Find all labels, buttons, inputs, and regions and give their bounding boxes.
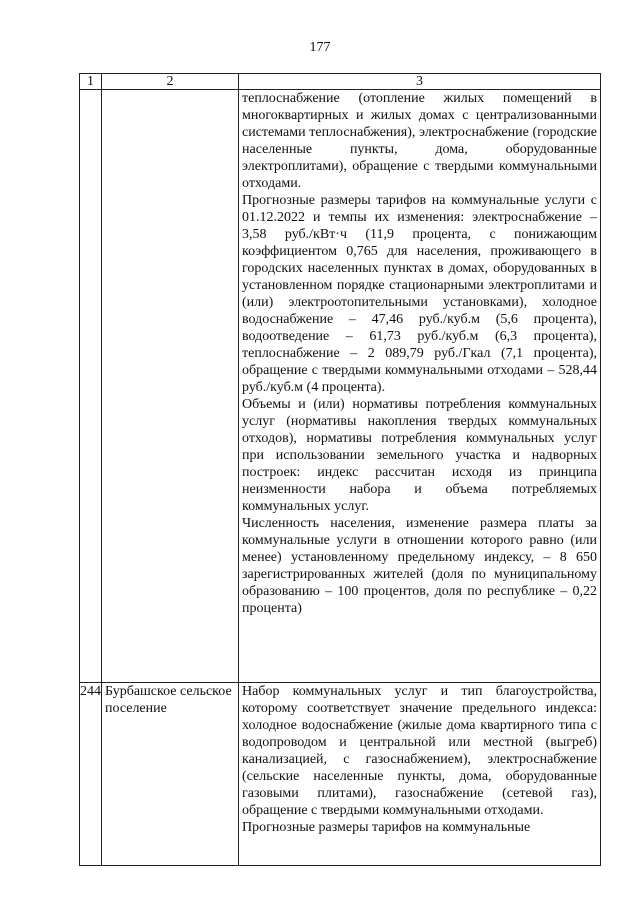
description-cell	[239, 683, 601, 866]
document-table	[79, 73, 601, 866]
description-paragraph: Прогнозные размеры тарифов на коммунальные услуги с 01.12.2022 и темпы их изменения: электроснабжение – 3,58 руб./кВт·ч (11,9 процента, с понижающим коэффициентом 0,765 для населения, проживающего в городских населенных пунктах в домах, оборудованных в установленном порядке стационарными электроплитами и (или) электроотопительными установками), холодное водоснабжение – 47,46 руб./куб.м (5,6 процента), водоотведение – 61,73 руб./куб.м (6,3 процента), теплоснабжение – 2 089,79 руб./Гкал (7,1 процента), обращение с твердыми коммунальными отходами – 528,44 руб./куб.м (4 процента).	[242, 193, 597, 395]
row-number-cell	[80, 90, 102, 683]
table-row	[80, 90, 601, 683]
page-number: 177	[309, 40, 331, 55]
description-paragraph: Объемы и (или) нормативы потребления коммунальных услуг (нормативы накопления твердых коммунальных отходов), нормативы потребления коммунальных услуг при использовании земельного участка и надворных построек: индекс рассчитан исходя из принципа неизменности набора и объема потребляемых коммунальных услуг.	[242, 397, 597, 514]
description-paragraph: Прогнозные размеры тарифов на коммунальные	[242, 820, 531, 835]
description-paragraph: теплоснабжение (отопление жилых помещений в многоквартирных и жилых домах с централизованными системами теплоснабжения), электроснабжение (городские населенные пункты, дома, оборудованные электроплитами), обращение с твердыми коммунальными отходами.	[242, 91, 597, 191]
row-number-cell: 244	[80, 683, 102, 866]
column-header-3: 3	[239, 74, 601, 90]
column-header-2: 2	[102, 74, 239, 90]
table-header-row	[80, 74, 601, 90]
column-header-1: 1	[80, 74, 102, 90]
municipality-name-cell	[102, 90, 239, 683]
table-row	[80, 683, 601, 866]
description-cell	[239, 90, 601, 683]
description-paragraph: Численность населения, изменение размера платы за коммунальные услуги в отношении которого равно (или менее) установленному предельному индексу, – 8 650 зарегистрированных жителей (доля по муниципальному образованию – 100 процентов, доля по республике – 0,22 процента)	[242, 516, 597, 616]
description-paragraph: Набор коммунальных услуг и тип благоустройства, которому соответствует значение предельного индекса: холодное водоснабжение (жилые дома квартирного типа с водопроводом и центральной или местной (выгреб) канализацией, с газоснабжением), электроснабжение (сельские населенные пункты, дома, оборудованные газовыми плитами), газоснабжение (сетевой газ), обращение с твердыми коммунальными отходами.	[242, 684, 597, 818]
municipality-name-cell: Бурбашское сельское поселение	[102, 683, 239, 866]
